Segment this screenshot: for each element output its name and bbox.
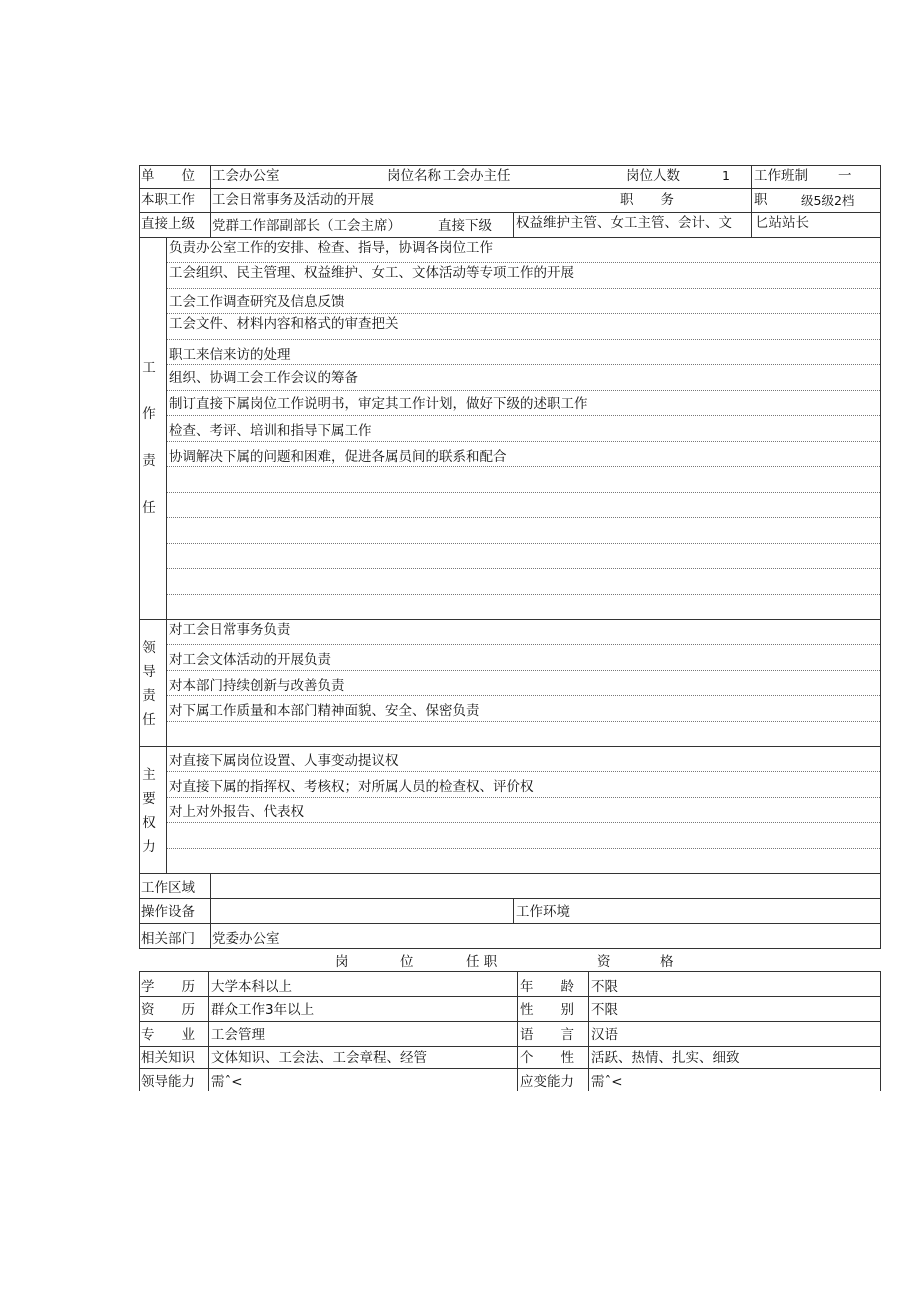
qual-label-leadership: 领导能力 bbox=[141, 1074, 195, 1090]
qualification-title-3: 任 职 bbox=[466, 954, 498, 970]
table-border bbox=[139, 165, 140, 949]
powers-label-3: 权 bbox=[142, 815, 156, 831]
table-border bbox=[139, 873, 881, 874]
subordinate-value: 权益维护主管、女工主管、会计、文 bbox=[516, 215, 732, 231]
qual-value-gender: 不限 bbox=[591, 1002, 618, 1018]
power-item: 对直接下属的指挥权、考核权；对所属人员的检查权、评价权 bbox=[169, 779, 534, 795]
qual-label-knowledge: 相关知识 bbox=[141, 1050, 195, 1066]
qual-label-language: 语 言 bbox=[520, 1027, 574, 1043]
row-separator bbox=[167, 670, 880, 671]
row-separator bbox=[167, 339, 880, 340]
row-separator bbox=[167, 771, 880, 772]
qualification-title-2: 位 bbox=[400, 954, 414, 970]
table-border bbox=[139, 1021, 881, 1022]
responsibility-item: 制订直接下属岗位工作说明书，审定其工作计划，做好下级的述职工作 bbox=[169, 396, 588, 412]
table-border bbox=[139, 1068, 881, 1069]
responsibilities-label-4: 任 bbox=[142, 500, 156, 516]
table-border bbox=[139, 165, 881, 166]
table-border bbox=[880, 165, 881, 949]
grade-label: 职 bbox=[754, 192, 768, 208]
table-border bbox=[139, 971, 881, 972]
row-separator bbox=[167, 822, 880, 823]
responsibility-item: 组织、协调工会工作会议的筹备 bbox=[169, 370, 358, 386]
work-env-label: 工作环境 bbox=[516, 904, 570, 920]
shift-value: 一 bbox=[838, 168, 852, 184]
qual-value-leadership: 需ˆ< bbox=[211, 1074, 243, 1090]
row-separator bbox=[167, 721, 880, 722]
responsibility-item: 工会组织、民主管理、权益维护、女工、文体活动等专项工作的开展 bbox=[169, 265, 574, 281]
qual-label-major: 专 业 bbox=[141, 1027, 195, 1043]
row-separator bbox=[167, 797, 880, 798]
qual-label-adaptability: 应变能力 bbox=[520, 1074, 574, 1090]
headcount-value: 1 bbox=[722, 168, 730, 183]
row-separator bbox=[167, 517, 880, 518]
powers-label-4: 力 bbox=[142, 839, 156, 855]
leadership-item: 对工会日常事务负责 bbox=[169, 622, 291, 638]
qual-value-personality: 活跃、热情、扎实、细致 bbox=[591, 1050, 740, 1066]
table-border bbox=[513, 212, 514, 238]
table-border bbox=[513, 898, 514, 924]
power-item: 对上对外报告、代表权 bbox=[169, 804, 304, 820]
table-border bbox=[139, 188, 881, 189]
row-separator bbox=[167, 262, 880, 263]
leadership-item: 对工会文体活动的开展负责 bbox=[169, 652, 331, 668]
qual-value-language: 汉语 bbox=[591, 1027, 618, 1043]
responsibilities-label-2: 作 bbox=[142, 406, 156, 422]
power-item: 对直接下属岗位设置、人事变动提议权 bbox=[169, 753, 399, 769]
duty-value: 工会日常事务及活动的开展 bbox=[212, 192, 374, 208]
responsibility-item: 协调解决下属的问题和困难，促进各属员间的联系和配合 bbox=[169, 449, 507, 465]
superior-value: 党群工作部副部长（工会主席） bbox=[212, 218, 401, 234]
powers-label-1: 主 bbox=[142, 767, 156, 783]
table-border bbox=[139, 898, 881, 899]
headcount-label: 岗位人数 bbox=[626, 168, 680, 184]
work-area-label: 工作区域 bbox=[141, 880, 195, 896]
qual-value-experience: 群众工作3年以上 bbox=[211, 1002, 315, 1018]
leadership-item: 对下属工作质量和本部门精神面貌、安全、保密负责 bbox=[169, 703, 480, 719]
position-name-label: 岗位名称 bbox=[387, 168, 441, 184]
leadership-label-4: 任 bbox=[142, 712, 156, 728]
qualification-title-5: 格 bbox=[660, 954, 674, 970]
table-border bbox=[139, 923, 881, 924]
table-border bbox=[139, 212, 881, 213]
unit-value: 工会办公室 bbox=[212, 168, 280, 184]
table-border bbox=[208, 971, 209, 1091]
row-separator bbox=[167, 644, 880, 645]
table-border bbox=[880, 971, 881, 1091]
qual-value-major: 工会管理 bbox=[211, 1027, 265, 1043]
duty-label: 本职工作 bbox=[141, 192, 195, 208]
qual-value-adaptability: 需ˆ< bbox=[591, 1074, 623, 1090]
table-border bbox=[517, 971, 518, 1091]
responsibility-item: 工会工作调查研究及信息反馈 bbox=[169, 294, 345, 310]
qual-value-age: 不限 bbox=[591, 979, 618, 995]
qual-label-experience: 资 历 bbox=[141, 1002, 195, 1018]
qual-value-education: 大学本科以上 bbox=[211, 979, 292, 995]
responsibility-item: 负责办公室工作的安排、检查、指导，协调各岗位工作 bbox=[169, 240, 493, 256]
row-separator bbox=[167, 543, 880, 544]
leadership-label-1: 领 bbox=[142, 640, 156, 656]
equipment-label: 操作设备 bbox=[141, 904, 195, 920]
subordinate-value-cont: 匕站站长 bbox=[755, 215, 809, 231]
qual-value-knowledge: 文体知识、工会法、工会章程、经管 bbox=[211, 1050, 427, 1066]
row-separator bbox=[167, 313, 880, 314]
unit-label: 单 位 bbox=[141, 168, 195, 184]
shift-label: 工作班制 bbox=[754, 168, 808, 184]
row-separator bbox=[167, 568, 880, 569]
responsibility-item: 工会文件、材料内容和格式的审查把关 bbox=[169, 316, 399, 332]
row-separator bbox=[167, 466, 880, 467]
subordinate-label: 直接下级 bbox=[438, 218, 492, 234]
related-dept-label: 相关部门 bbox=[141, 931, 195, 947]
leadership-item: 对本部门持续创新与改善负责 bbox=[169, 678, 345, 694]
table-border bbox=[210, 165, 211, 238]
qualification-title-1: 岗 bbox=[335, 954, 349, 970]
responsibilities-label-3: 责 bbox=[142, 453, 156, 469]
row-separator bbox=[167, 441, 880, 442]
row-separator bbox=[167, 288, 880, 289]
title-label: 职 务 bbox=[620, 192, 674, 208]
table-border bbox=[139, 1046, 881, 1047]
table-border bbox=[588, 971, 589, 1091]
qual-label-personality: 个 性 bbox=[520, 1050, 574, 1066]
related-dept-value: 党委办公室 bbox=[212, 931, 280, 947]
superior-label: 直接上级 bbox=[141, 216, 195, 232]
qual-label-education: 学 历 bbox=[141, 979, 195, 995]
row-separator bbox=[167, 695, 880, 696]
table-border bbox=[166, 237, 167, 873]
grade-value: 级5级2档 bbox=[801, 193, 855, 208]
table-border bbox=[139, 948, 881, 949]
table-border bbox=[210, 873, 211, 949]
row-separator bbox=[167, 492, 880, 493]
responsibilities-label-1: 工 bbox=[142, 360, 156, 376]
table-border bbox=[139, 996, 881, 997]
qual-label-age: 年 龄 bbox=[520, 979, 574, 995]
position-name-value: 工会办主任 bbox=[443, 168, 511, 184]
table-border bbox=[139, 971, 140, 1091]
leadership-label-3: 责 bbox=[142, 688, 156, 704]
row-separator bbox=[167, 390, 880, 391]
leadership-label-2: 导 bbox=[142, 664, 156, 680]
row-separator bbox=[167, 594, 880, 595]
table-border bbox=[139, 237, 881, 238]
row-separator bbox=[167, 848, 880, 849]
row-separator bbox=[167, 415, 880, 416]
row-separator bbox=[167, 364, 880, 365]
responsibility-item: 职工来信来访的处理 bbox=[169, 347, 291, 363]
table-border bbox=[139, 619, 881, 620]
responsibility-item: 检查、考评、培训和指导下属工作 bbox=[169, 423, 372, 439]
table-border bbox=[751, 165, 752, 238]
table-border bbox=[139, 746, 881, 747]
qual-label-gender: 性 别 bbox=[520, 1002, 574, 1018]
powers-label-2: 要 bbox=[142, 791, 156, 807]
qualification-title-4: 资 bbox=[597, 954, 611, 970]
